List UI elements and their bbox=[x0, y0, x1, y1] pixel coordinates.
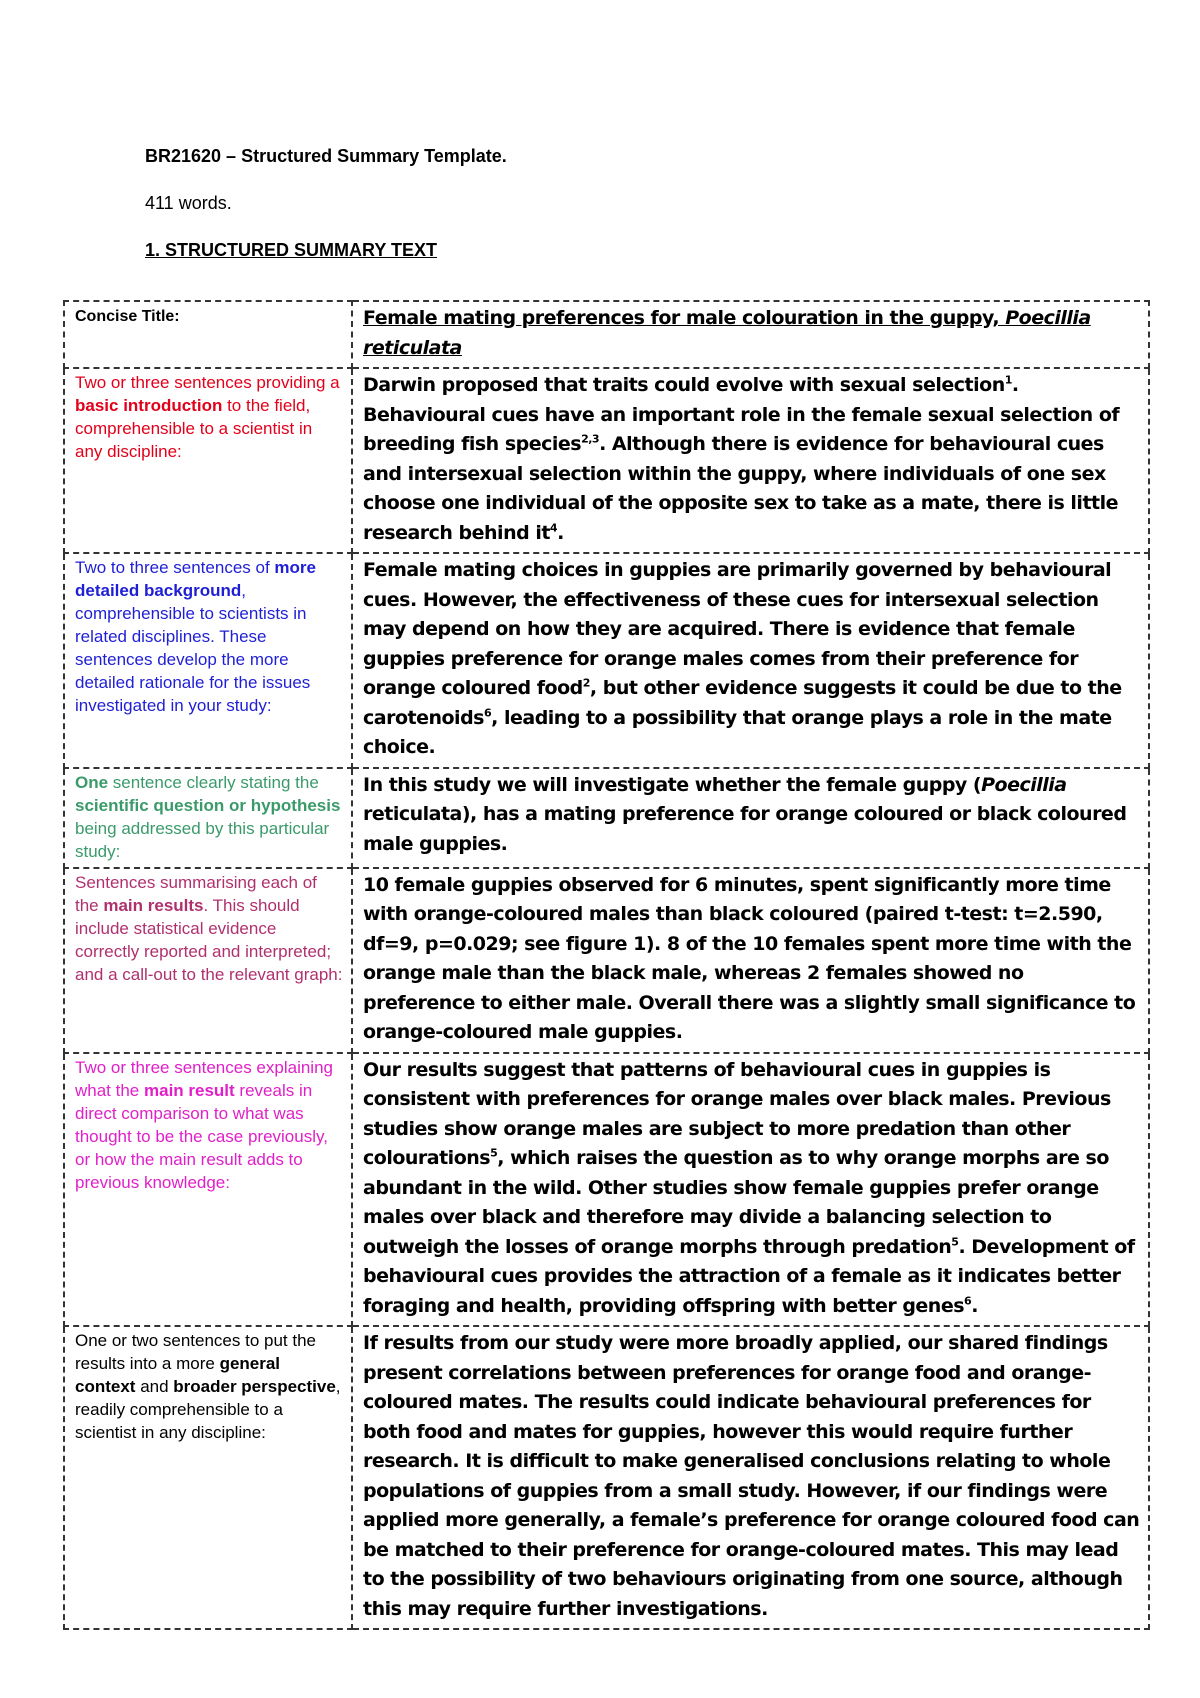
table-row bbox=[64, 768, 1149, 868]
table-row bbox=[64, 368, 1149, 553]
prompt-broader-context: One or two sentences to put the results into a more general context and broader perspective, readily comprehensible to a scientist in any discipline: bbox=[64, 1326, 352, 1629]
table-row bbox=[64, 1053, 1149, 1327]
content-introduction: Darwin proposed that traits could evolve with sexual selection$^1$. Behavioural cues have an important role in the female sexual selection of breeding fish species$^{2,3}$. Although there is evidence for behavioural cues and intersexual selection within the guppy, where individuals of one sex choose one individual of the opposite sex to take as a mate, there is little research behind $it^4$. bbox=[352, 368, 1149, 553]
table-row bbox=[64, 553, 1149, 768]
prompt-main-results: Sentences summarising each of the main results. This should include statistical evidence correctly reported and interpreted; and a call-out to the relevant graph: bbox=[64, 868, 352, 1053]
concise-title-label-cell bbox=[64, 301, 352, 368]
prompt-main-result-comparison: Two or three sentences explaining what the main result reveals in direct comparison to what was thought to be the case previously, or how the main result adds to previous knowledge: bbox=[64, 1053, 352, 1327]
table-row bbox=[64, 868, 1149, 1053]
content-broader-context: If results from our study were more broadly applied, our shared findings present correlations between preferences for orange food and orange-coloured mates. The results could indicate behavioural preferences for both food and mates for guppies, however this would require further research. It is difficult to make generalised conclusions relating to whole populations of guppies from a small study. However, if our findings were applied more generally, a female’s preference for orange coloured food can be matched to their preference for orange-coloured mates. This may lead to the possibility of two behaviours originating from one source, although this may require further investigations. bbox=[352, 1326, 1149, 1629]
section-heading: 1. STRUCTURED SUMMARY TEXT bbox=[145, 240, 438, 260]
prompt-hypothesis: One sentence clearly stating the scientific question or hypothesis being addressed by this particular study: bbox=[64, 768, 352, 868]
content-discussion: Our results suggest that patterns of behavioural cues in guppies is consistent with preferences for orange males over black males. Previous studies show orange males are subject to more predation than other colourations$^5$, which raises the question as to why orange morphs are so abundant in the wild. Other studies show female guppies prefer orange males over black and therefore may divide a balancing selection to outweigh the losses of orange morphs through predation$^5$. Development of behavioural cues provides the attraction of a female as it indicates better foraging and health, providing offspring with better genes$^6$. bbox=[352, 1053, 1149, 1327]
structured-summary-table bbox=[63, 300, 1150, 1630]
content-hypothesis: In this study we will investigate whether the female guppy (Poecillia reticulata), has a mating preference for orange coloured or black coloured male guppies. bbox=[352, 768, 1149, 868]
concise-title-cell bbox=[352, 301, 1149, 368]
concise-title-text: Female mating preferences for male colouration in the guppy, bbox=[363, 307, 1006, 329]
prompt-detailed-background: Two to three sentences of more detailed background, comprehensible to scientists in related disciplines. These sentences develop the more detailed rationale for the issues investigated in your study: bbox=[64, 553, 352, 768]
prompt-basic-introduction: Two or three sentences providing a basic introduction to the field, comprehensible to a scientist in any discipline: bbox=[64, 368, 352, 553]
concise-title-species: Poecillia reticulata bbox=[363, 307, 1091, 359]
word-count: 411 words. bbox=[145, 193, 232, 213]
content-background: Female mating choices in guppies are primarily governed by behavioural cues. However, the effectiveness of these cues for intersexual selection may depend on how they are acquired. There is evidence that female guppies preference for orange males comes from their preference for orange coloured food$^2$, but other evidence suggests it could be due to the carotenoids$^6$, leading to a possibility that orange plays a role in the mate choice. bbox=[352, 553, 1149, 768]
table-row-title bbox=[64, 301, 1149, 368]
content-results: 10 female guppies observed for 6 minutes, spent significantly more time with orange-coloured males than black coloured (paired t-test: t=2.590, df=9, p=0.029; see figure 1). 8 of the 10 females spent more time with the orange male than the black male, whereas 2 females showed no preference to either male. Overall there was a slightly small significance to orange-coloured male guppies. bbox=[352, 868, 1149, 1053]
document-title: BR21620 – Structured Summary Template. bbox=[145, 146, 507, 166]
page-header bbox=[145, 146, 507, 261]
concise-title bbox=[363, 307, 1091, 359]
concise-title-label: Concise Title: bbox=[75, 308, 180, 325]
table-row bbox=[64, 1326, 1149, 1629]
